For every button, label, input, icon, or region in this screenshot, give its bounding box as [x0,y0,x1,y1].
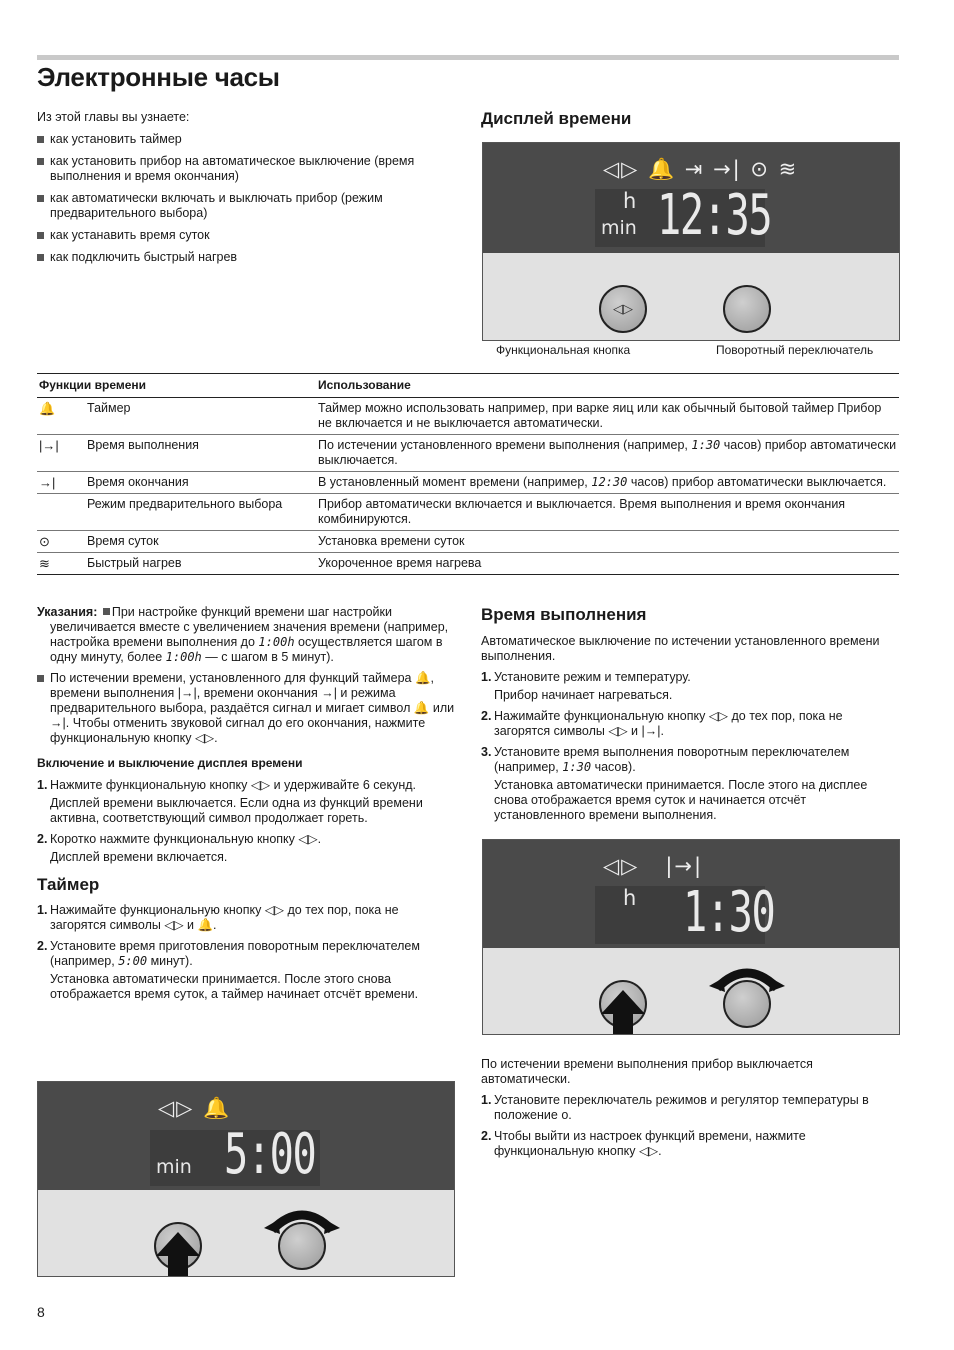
function-usage: Установка времени суток [316,531,899,553]
step-text: Чтобы выйти из настроек функций времени, нажмите функциональную кнопку ◁▷. [494,1129,806,1158]
timer-step-2 [37,939,455,1002]
intro-lead: Из этой главы вы узнаете: [37,110,190,124]
note-text: — с шагом в 5 минут). [205,650,334,664]
timer-display-symbols: ◁▷ 🔔 [158,1096,232,1120]
notes [37,605,455,1008]
timer-digits: 5:00 [224,1122,316,1187]
unit-h: h [623,886,637,910]
function-name: Быстрый нагрев [85,553,316,575]
runtime-step-1 [481,670,899,703]
notes-label: Указания: [37,605,98,619]
runtime-section [481,605,899,829]
after-step-2 [481,1129,899,1159]
onoff-step-1 [37,778,455,826]
clock-icon: ⊙ [37,531,85,553]
segment-value: 1:00h [165,650,202,664]
onoff-step-2 [37,832,455,865]
runtime-step-3 [481,745,899,823]
bell-icon: 🔔 [37,398,85,435]
runtime-after [481,1057,899,1165]
step-text: Установите время выполнения поворотным переключателем (например, [494,745,850,774]
step-result: Прибор начинает нагреваться. [494,688,673,702]
runtime-digits: 1:30 [683,880,775,945]
step-text: часов). [594,760,636,774]
display-symbols: ◁▷ 🔔 ⇥ →| ⊙ ≋ [603,157,799,181]
press-arrow-icon [593,988,653,1034]
step-text: Установите переключатель режимов и регулятор температуры в положение о. [494,1093,869,1122]
usage-text: В установленный момент времени (например, [318,475,588,489]
step-result: Установка автоматически принимается. После этого снова отображается время суток, а таймер начинает отсчёт времени. [50,972,419,1001]
rotate-arrow-icon [709,960,785,992]
rotate-arrow-icon [264,1202,340,1234]
note-list [37,671,455,746]
step-text: Коротко нажмите функциональную кнопку ◁▷. [50,832,322,846]
rapid-heat-icon: ≋ [37,553,85,575]
step-text: Нажимайте функциональную кнопку ◁▷ до тех пор, пока не загорятся символы ◁▷ и |→|. [494,709,843,738]
press-arrow-icon [148,1230,208,1278]
step-result: Дисплей времени выключается. Если одна из функций времени активна, соответствующий символ продолжает гореть. [50,796,423,825]
table-header-functions: Функции времени [37,374,316,398]
bullet-icon [103,608,110,615]
function-name: Время выполнения [85,435,316,472]
segment-value: 1:00h [258,635,295,649]
step-number: 3. [481,745,492,759]
caption-function-button: Функциональная кнопка [496,343,631,357]
step-text: Установите время приготовления поворотным переключателем (например, [50,939,420,968]
table-row [37,398,899,435]
usage-text: часов) прибор автоматически выключается. [318,438,897,467]
page-title: Электронные часы [37,62,280,92]
table-row [37,435,899,472]
step-number: 1. [37,903,48,917]
timer-heading: Таймер [37,875,100,894]
onoff-heading: Включение и выключение дисплея времени [37,756,303,770]
timer-display-panel [37,1081,455,1277]
step-result: Установка автоматически принимается. После этого на дисплее снова отображается время суток и начинается отсчёт установленного времени выполнения. [494,778,868,822]
step-number: 2. [481,1129,492,1143]
runtime-display-panel [482,839,900,1035]
step-number: 2. [37,832,48,846]
timer-step-1 [37,903,455,933]
runtime-lead: Автоматическое выключение по истечении установленного времени выполнения. [481,634,880,663]
step-text: минут). [150,954,193,968]
usage-text: часов) прибор автоматически выключается. [630,475,887,489]
function-usage [316,435,899,472]
table-row [37,553,899,575]
step-result: Дисплей времени включается. [50,850,228,864]
segment-value: 1:30 [691,438,721,452]
function-name: Таймер [85,398,316,435]
step-number: 1. [37,778,48,792]
step-number: 1. [481,1093,492,1107]
step-text: Нажимайте функциональную кнопку ◁▷ до тех пор, пока не загорятся символы ◁▷ и 🔔. [50,903,399,932]
note-1 [37,605,455,665]
table-row [37,531,899,553]
unit-h: h [623,189,637,213]
display-panel [482,142,900,341]
list-item: как устанавить время суток [37,228,457,243]
caption-rotary-selector: Поворотный переключатель [716,343,874,357]
list-item: как подключить быстрый нагрев [37,250,457,265]
runtime-heading: Время выполнения [481,605,647,624]
runtime-icon: |→| [37,435,85,472]
unit-min: min [156,1156,192,1178]
runtime-after-lead: По истечении времени выполнения прибор выключается автоматически. [481,1057,813,1086]
function-name: Время окончания [85,472,316,494]
page-number: 8 [37,1304,45,1320]
unit-min: min [601,217,637,239]
segment-value: 1:30 [562,760,592,774]
runtime-step-2 [481,709,899,739]
time-digits: 12:35 [657,183,772,248]
step-text: Нажмите функциональную кнопку ◁▷ и удерживайте 6 секунд. [50,778,417,792]
arrows-icon: ◁▷ [613,301,633,316]
list-item: как автоматически включать и выключать прибор (режим предварительного выбора) [37,191,457,221]
step-text: Установите режим и температуру. [494,670,691,684]
function-usage: Прибор автоматически включается и выключается. Время выполнения и время окончания комбинируются. [316,494,899,531]
step-number: 2. [481,709,492,723]
note-2: По истечении времени, установленного для функций таймера 🔔, времени выполнения |→|, времени окончания →| и режима предварительного выбора, раздаётся сигнал и мигает символ 🔔 или →|. Чтобы отменить звуковой сигнал до его окончания, нажмите функциональную кнопку ◁▷. [37,671,455,746]
note-text: осуществляется шагом в одну минуту, более [50,635,443,664]
table-header-usage: Использование [316,374,899,398]
top-rule [37,55,899,60]
function-usage: Укороченное время нагрева [316,553,899,575]
segment-value: 5:00 [118,954,148,968]
step-number: 2. [37,939,48,953]
end-time-icon: →| [37,472,85,494]
table-row [37,472,899,494]
step-number: 1. [481,670,492,684]
list-item: как установить прибор на автоматическое выключение (время выполнения и время окончания) [37,154,457,184]
function-name: Режим предварительного выбора [85,494,316,531]
list-item: как установить таймер [37,132,457,147]
empty-icon-cell [37,494,85,531]
intro-list [37,132,457,265]
time-functions-table [37,373,899,575]
function-usage [316,472,899,494]
rotary-selector[interactable] [723,285,771,333]
after-step-1 [481,1093,899,1123]
display-heading: Дисплей времени [481,109,632,128]
table-row [37,494,899,531]
function-name: Время суток [85,531,316,553]
function-usage: Таймер можно использовать например, при варке яиц или как обычный бытовой таймер Прибор не включается и не выключается автоматически. [316,398,899,435]
runtime-display-symbols: ◁▷ |→| [603,854,704,878]
intro [37,110,457,272]
function-button[interactable] [599,285,647,333]
usage-text: По истечении установленного времени выполнения (например, [318,438,688,452]
segment-value: 12:30 [591,475,628,489]
note-text: При настройке функций времени шаг настройки увеличивается вместе с увеличением значения времени (например, настройка времени выполнения до [50,605,449,649]
